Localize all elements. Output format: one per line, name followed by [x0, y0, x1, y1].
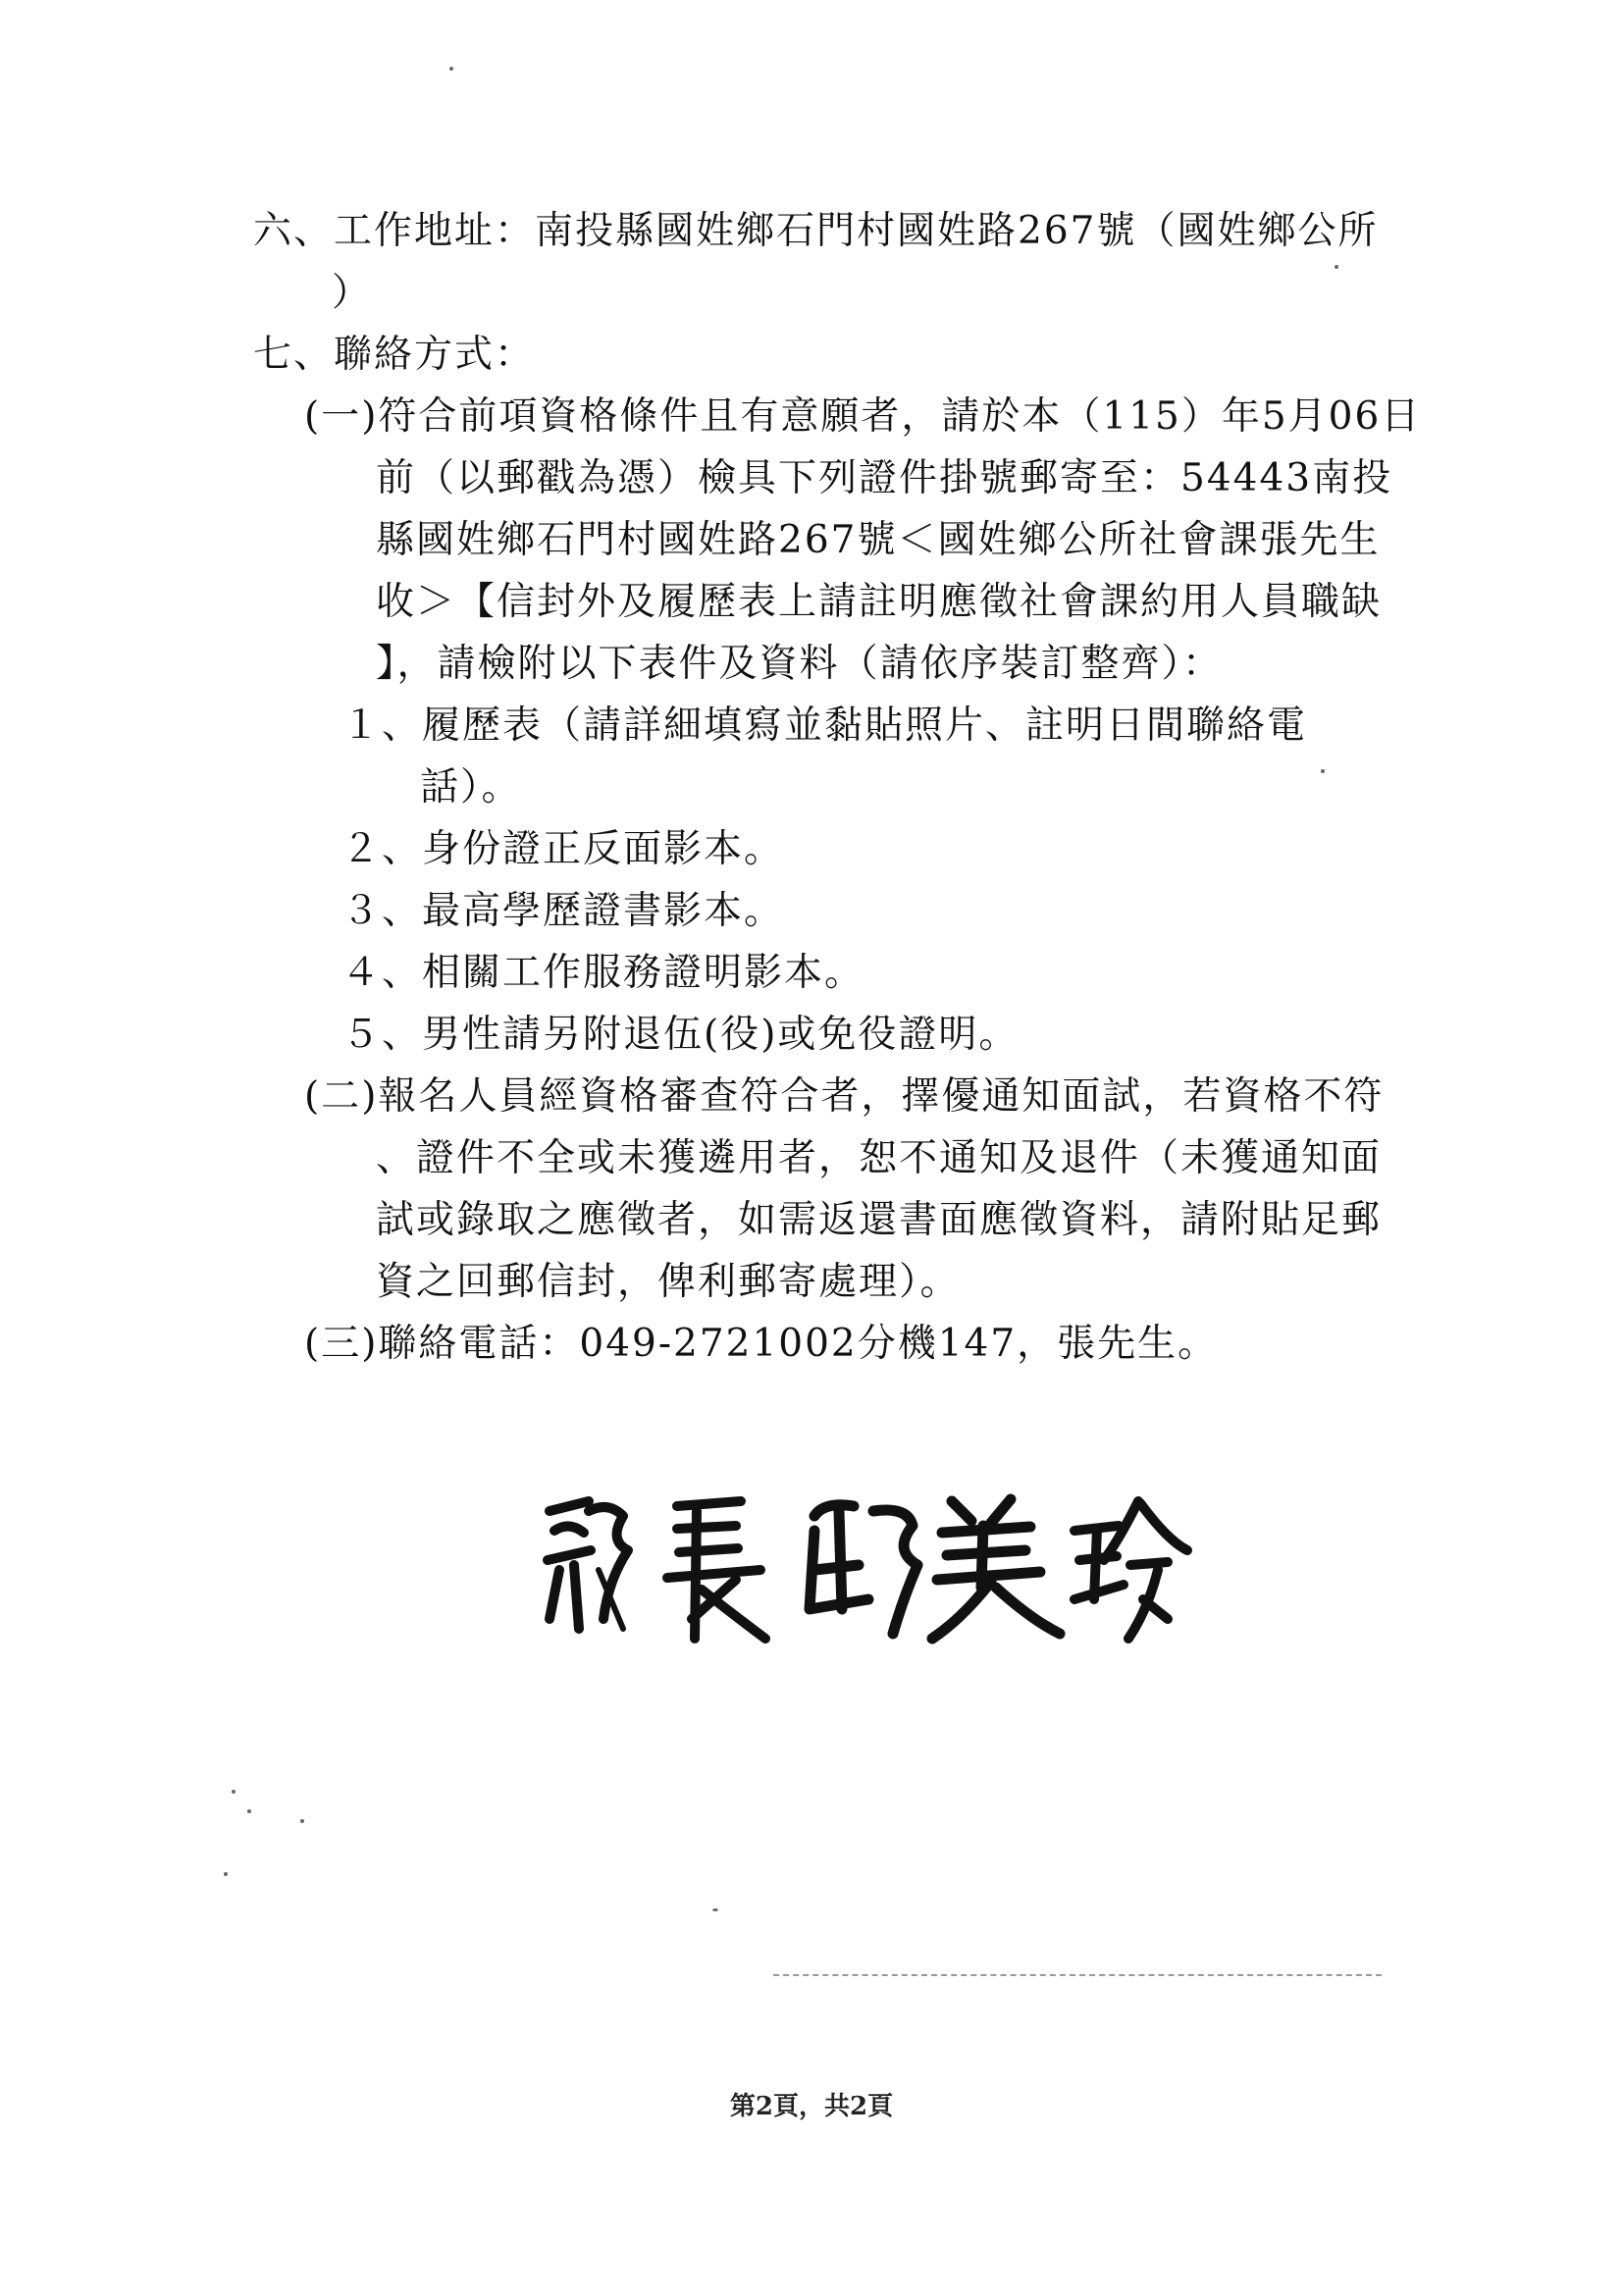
list-item-id-copy: ２、身份證正反面影本。: [341, 827, 785, 871]
list-item-resume-cont: 話）。: [420, 765, 522, 809]
item-one-line: 前（以郵戳為憑）檢具下列證件掛號郵寄至：54443南投: [376, 456, 1393, 500]
item-two-line: (二)報名人員經資格審查符合者，擇優通知面試，若資格不符: [304, 1074, 1385, 1119]
section-six-address-cont: ）: [332, 271, 373, 315]
scan-artifact-line: [773, 1974, 1382, 1976]
item-one-line: (一)符合前項資格條件且有意願者，請於本（115）年5月06日: [304, 394, 1422, 439]
scan-speck: [247, 1809, 251, 1813]
page-footer: 第2頁，共2頁: [729, 2092, 894, 2121]
item-two-line: 資之回郵信封，俾利郵寄處理）。: [376, 1260, 961, 1304]
list-item-military: ５、男性請另附退伍(役)或免役證明。: [341, 1013, 1020, 1057]
item-two-line: 試或錄取之應徵者，如需返還書面應徵資料，請附貼足郵: [376, 1198, 1383, 1242]
list-item-work-proof: ４、相關工作服務證明影本。: [341, 951, 865, 995]
item-one-line: 】，請檢附以下表件及資料（請依序裝訂整齊）：: [376, 642, 1224, 686]
list-item-diploma: ３、最高學歷證書影本。: [341, 889, 785, 933]
signature-image: [530, 1472, 1197, 1658]
scan-speck: [300, 1819, 304, 1823]
scan-speck: [1335, 265, 1338, 269]
item-one-line: 收＞【信封外及履歷表上請註明應徵社會課約用人員職缺: [376, 580, 1383, 624]
scan-speck: [1321, 769, 1325, 773]
scan-speck: [449, 67, 453, 71]
list-item-resume: １、履歷表（請詳細填寫並黏貼照片、註明日間聯絡電: [341, 704, 1308, 748]
scan-speck: [712, 1908, 718, 1911]
section-seven-heading: 七、聯絡方式：: [253, 333, 536, 377]
item-three-contact: (三)聯絡電話：049-2721002分機147，張先生。: [304, 1322, 1219, 1366]
scan-speck: [224, 1872, 228, 1876]
scan-speck: [232, 1790, 236, 1794]
item-two-line: 、證件不全或未獲遴用者，恕不通知及退件（未獲通知面: [376, 1136, 1383, 1180]
section-six-address: 六、工作地址：南投縣國姓鄉石門村國姓路267號（國姓鄉公所: [253, 209, 1379, 253]
item-one-line: 縣國姓鄉石門村國姓路267號＜國姓鄉公所社會課張先生: [376, 518, 1381, 562]
